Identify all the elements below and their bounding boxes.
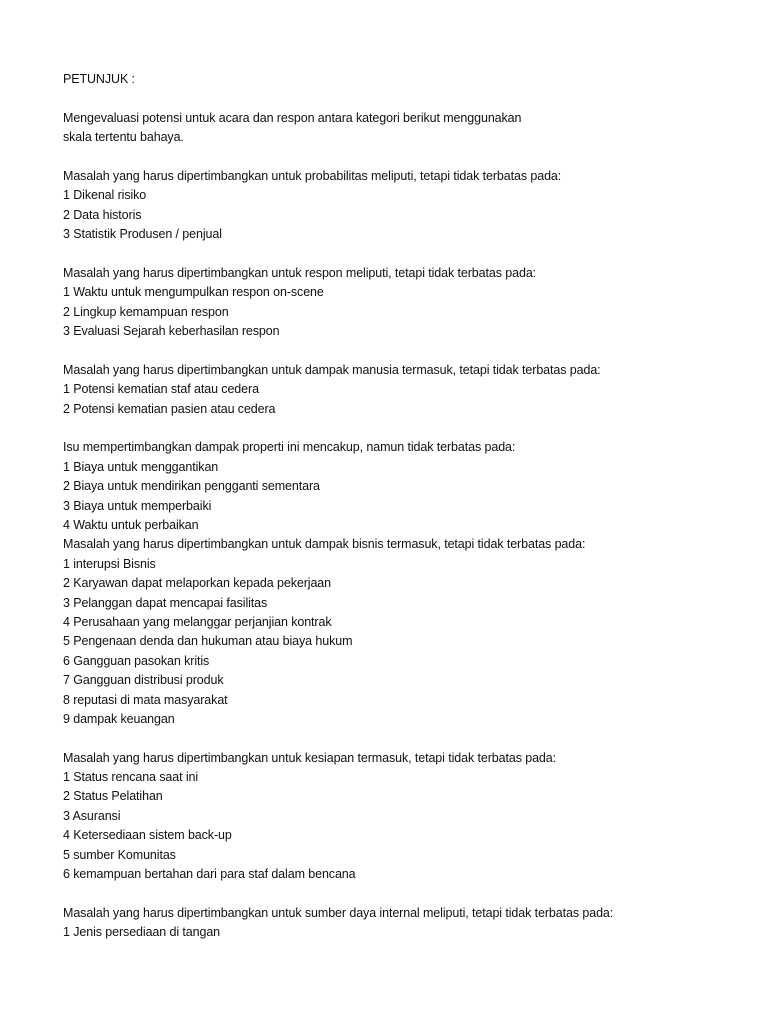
blank-line xyxy=(63,419,743,438)
section-title: Masalah yang harus dipertimbangkan untuk sumber daya internal meliputi, tetapi tidak terbatas pada: xyxy=(63,905,614,920)
blank-line xyxy=(63,245,743,264)
blank-line xyxy=(63,148,743,167)
list-item: 3 Biaya untuk memperbaiki xyxy=(63,498,212,513)
list-item: 5 Pengenaan denda dan hukuman atau biaya hukum xyxy=(63,634,353,649)
list-item: 8 reputasi di mata masyarakat xyxy=(63,692,228,707)
document-heading: PETUNJUK : xyxy=(63,72,135,86)
list-item: 4 Waktu untuk perbaikan xyxy=(63,517,199,532)
list-item: 1 Dikenal risiko xyxy=(63,188,147,203)
list-item: 1 Jenis persediaan di tangan xyxy=(63,925,221,940)
list-item: 3 Statistik Produsen / penjual xyxy=(63,227,222,242)
blank-line xyxy=(63,729,743,748)
list-item: 4 Ketersediaan sistem back-up xyxy=(63,828,232,843)
list-item: 4 Perusahaan yang melanggar perjanjian kontrak xyxy=(63,614,332,629)
list-item: 5 sumber Komunitas xyxy=(63,847,176,862)
list-item: 6 Gangguan pasokan kritis xyxy=(63,653,210,668)
list-item: 2 Karyawan dapat melaporkan kepada pekerjaan xyxy=(63,576,332,591)
list-item: 3 Asuransi xyxy=(63,808,121,823)
section-probability xyxy=(63,167,743,245)
list-item: 1 Status rencana saat ini xyxy=(63,770,199,785)
list-item: 1 Potensi kematian staf atau cedera xyxy=(63,382,259,397)
list-item: 6 kemampuan bertahan dari para staf dalam bencana xyxy=(63,867,356,882)
intro-line: skala tertentu bahaya. xyxy=(63,130,184,145)
blank-line xyxy=(63,341,743,360)
list-item: 2 Status Pelatihan xyxy=(63,789,163,804)
list-item: 3 Pelanggan dapat mencapai fasilitas xyxy=(63,595,268,610)
list-item: 1 Biaya untuk menggantikan xyxy=(63,459,219,474)
list-item: 1 interupsi Bisnis xyxy=(63,556,156,571)
section-title: Masalah yang harus dipertimbangkan untuk kesiapan termasuk, tetapi tidak terbatas pada: xyxy=(63,750,556,765)
blank-line xyxy=(63,89,743,108)
section-title: Masalah yang harus dipertimbangkan untuk dampak bisnis termasuk, tetapi tidak terbatas pada: xyxy=(63,537,586,552)
section-property-impact xyxy=(63,438,743,535)
list-item: 9 dampak keuangan xyxy=(63,711,175,726)
section-title: Masalah yang harus dipertimbangkan untuk probabilitas meliputi, tetapi tidak terbatas pada: xyxy=(63,168,562,183)
section-human-impact xyxy=(63,361,743,419)
list-item: 3 Evaluasi Sejarah keberhasilan respon xyxy=(63,324,280,339)
list-item: 2 Data historis xyxy=(63,207,142,222)
section-title: Masalah yang harus dipertimbangkan untuk dampak manusia termasuk, tetapi tidak terbatas pada: xyxy=(63,362,601,377)
section-title: Isu mempertimbangkan dampak properti ini mencakup, namun tidak terbatas pada: xyxy=(63,440,516,455)
list-item: 2 Potensi kematian pasien atau cedera xyxy=(63,401,276,416)
section-response xyxy=(63,264,743,342)
list-item: 7 Gangguan distribusi produk xyxy=(63,673,224,688)
list-item: 1 Waktu untuk mengumpulkan respon on-scene xyxy=(63,285,324,300)
document-body xyxy=(63,70,743,943)
section-business-impact xyxy=(63,535,743,729)
section-title: Masalah yang harus dipertimbangkan untuk respon meliputi, tetapi tidak terbatas pada: xyxy=(63,265,537,280)
intro-line: Mengevaluasi potensi untuk acara dan respon antara kategori berikut menggunakan xyxy=(63,110,522,125)
list-item: 2 Biaya untuk mendirikan pengganti sementara xyxy=(63,479,320,494)
list-item: 2 Lingkup kemampuan respon xyxy=(63,304,229,319)
blank-line xyxy=(63,884,743,903)
section-preparedness xyxy=(63,749,743,885)
section-internal-resources xyxy=(63,904,743,943)
